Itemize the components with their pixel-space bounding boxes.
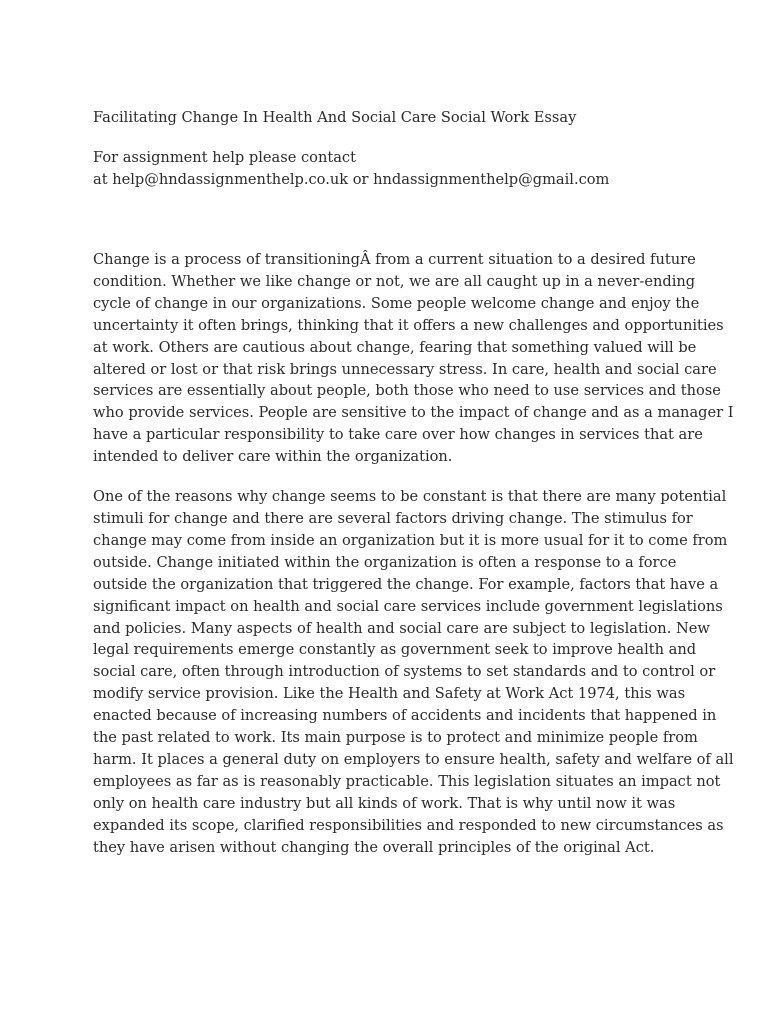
paragraph-line: modify service provision. Like the Health and Safety at Work Act 1974, this was — [93, 685, 686, 703]
paragraph-line: legal requirements emerge constantly as government seek to improve health and — [93, 641, 697, 659]
paragraph-line: at work. Others are cautious about change, fearing that something valued will be — [93, 338, 697, 356]
paragraph-line: altered or lost or that risk brings unnecessary stress. In care, health and social care — [93, 360, 717, 378]
paragraph-line: stimuli for change and there are several factors driving change. The stimulus for — [93, 509, 693, 527]
paragraph-line: cycle of change in our organizations. Some people welcome change and enjoy the — [93, 294, 700, 312]
paragraph-line: social care, often through introduction of systems to set standards and to control or — [93, 663, 716, 681]
contact-block — [93, 147, 683, 191]
paragraph-line: they have arisen without changing the overall principles of the original Act. — [93, 838, 655, 856]
contact-line-1: For assignment help please contact — [93, 149, 356, 166]
paragraph-line: enacted because of increasing numbers of accidents and incidents that happened in — [93, 707, 717, 725]
paragraph-line: change may come from inside an organization but it is more usual for it to come from — [93, 531, 728, 549]
paragraph-line: the past related to work. Its main purpose is to protect and minimize people from — [93, 729, 698, 747]
paragraph-line: and policies. Many aspects of health and social care are subject to legislation. New — [93, 619, 710, 637]
paragraph-line: harm. It places a general duty on employers to ensure health, safety and welfare of all — [93, 750, 734, 768]
paragraph-2 — [93, 486, 734, 858]
paragraph-line: outside the organization that triggered the change. For example, factors that have a — [93, 575, 719, 593]
paragraph-line: One of the reasons why change seems to be constant is that there are many potential — [93, 488, 727, 506]
document-page — [93, 108, 734, 876]
paragraph-line: employees as far as is reasonably practicable. This legislation situates an impact not — [93, 772, 721, 790]
paragraph-line: Change is a process of transitioningÂ from a current situation to a desired future — [93, 251, 696, 268]
essay-body — [93, 249, 734, 858]
paragraph-line: expanded its scope, clarified responsibilities and responded to new circumstances as — [93, 816, 724, 834]
document-title: Facilitating Change In Health And Social Care Social Work Essay — [93, 109, 577, 126]
paragraph-line: only on health care industry but all kinds of work. That is why until now it was — [93, 794, 676, 812]
paragraph-1 — [93, 249, 734, 468]
paragraph-line: significant impact on health and social care services include government legislations — [93, 597, 723, 615]
paragraph-line: uncertainty it often brings, thinking that it offers a new challenges and opportunities — [93, 316, 724, 334]
paragraph-line: condition. Whether we like change or not, we are all caught up in a never-ending — [93, 272, 696, 290]
paragraph-line: services are essentially about people, both those who need to use services and those — [93, 382, 721, 400]
paragraph-line: have a particular responsibility to take care over how changes in services that are — [93, 426, 703, 444]
paragraph-line: outside. Change initiated within the organization is often a response to a force — [93, 553, 677, 571]
paragraph-line: intended to deliver care within the organization. — [93, 448, 453, 466]
contact-line-2: at help@hndassignmenthelp.co.uk or hndassignmenthelp@gmail.com — [93, 171, 610, 188]
paragraph-line: who provide services. People are sensitive to the impact of change and as a manager I — [93, 404, 734, 422]
